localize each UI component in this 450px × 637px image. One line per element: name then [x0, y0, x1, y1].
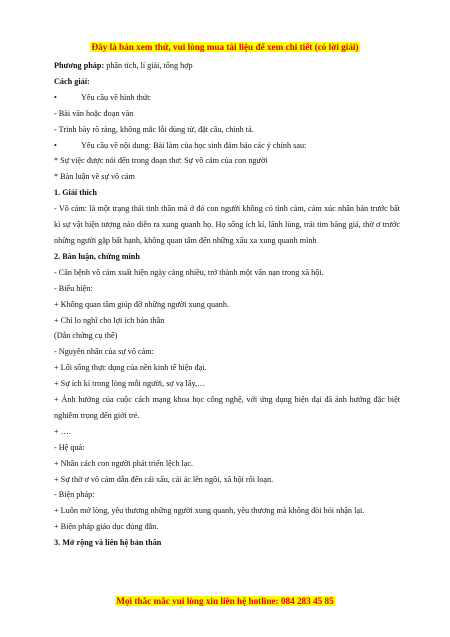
impact-paragraph: + Ảnh hưởng của cuộc cách mạng khoa học công nghệ, với ứng dụng hiện đại đã ảnh hưởng đặc biệt nghiêm trọng đến giới trẻ.: [54, 395, 400, 420]
section-1-paragraph: - Vô cảm: là một trạng thái tinh thần mà ở đó con người không có tình cảm, cảm xúc nhân bản trước bất kì sự vật hiện tượng nào diễn ra xung quanh họ. Họ sống ích kỉ, lãnh lùng, trái tim băng giá, thờ ơ trước những người gặp bất hạnh, không quan tâm đến những xấu xa xung quanh mình: [54, 204, 400, 245]
section-2-line: + Sự thờ ơ vô cảm dẫn đến cái xấu, cái ác lên ngôi, xã hội rối loạn.: [54, 474, 274, 484]
section-2-line: + Không quan tâm giúp đỡ những người xung quanh.: [54, 299, 229, 309]
education-line: + Biện pháp giáo dục đúng đắn.: [54, 522, 159, 532]
section-2-line: + Sự ích kỉ trong lòng mỗi người, sợ vạ lây,…: [54, 379, 206, 389]
section-2-line: (Dẫn chứng cụ thể): [54, 331, 118, 341]
love-paragraph: + Luôn mở lòng, yêu thương những người xung quanh, yêu thương mà không đòi hỏi nhận lại.: [54, 506, 365, 516]
section-2-line: - Hệ quả:: [54, 442, 85, 452]
section-3-title: 3. Mở rộng và liên hệ bản thân: [54, 538, 162, 548]
form-item: - Trình bày rõ ràng, không mắc lỗi dùng từ, đặt câu, chính tả.: [54, 124, 254, 134]
section-2-line: - Biện pháp:: [54, 490, 95, 500]
section-2-line: - Nguyên nhân của sự vô cảm:: [54, 347, 154, 357]
form-requirement: [54, 90, 400, 106]
section-2-line: + ….: [54, 426, 71, 436]
preview-notice-text: Đây là bản xem thử, vui lòng mua tài liệu để xem chi tiết (có lời giải): [91, 42, 359, 52]
section-2-line: + Nhân cách con người phát triển lệch lạc.: [54, 458, 194, 468]
content-requirement-text: Yêu cầu về nội dung: Bài làm của học sinh đảm bảo các ý chính sau:: [81, 140, 307, 150]
hotline-text: Mọi thắc mắc vui lòng xin liên hệ hotline: 084 283 45 85: [116, 596, 334, 606]
section-2-line: + Chỉ lo nghĩ cho lợi ích bản thân: [54, 315, 165, 325]
method-label: Phương pháp:: [54, 61, 105, 70]
bullet-glyph: •: [54, 92, 57, 102]
form-item: - Bài văn hoặc đoạn văn: [54, 108, 134, 118]
document-content: [54, 58, 400, 551]
section-2-line: + Lối sống thực dụng của nền kinh tế hiện đại.: [54, 363, 207, 373]
bullet-glyph: •: [54, 140, 57, 150]
content-requirement: [54, 138, 400, 154]
section-2-line: - Biểu hiện:: [54, 283, 93, 293]
preview-notice-banner: [0, 42, 450, 52]
form-requirement-text: Yêu cầu về hình thức: [81, 92, 151, 102]
content-item: * Sự việc được nói đến trong đoạn thơ: Sự vô cảm của con người: [54, 156, 268, 166]
section-1-title: 1. Giải thích: [54, 188, 97, 198]
solution-label: Cách giải:: [54, 76, 90, 86]
method-line: [54, 58, 400, 74]
hotline-banner: [0, 596, 450, 606]
method-text: phân tích, lí giải, tổng hợp: [104, 61, 193, 70]
section-2-title: 2. Bàn luận, chứng minh: [54, 251, 140, 261]
section-2-line: - Căn bệnh vô cảm xuất hiện ngày càng nhiều, trở thành một vấn nạn trong xã hội.: [54, 267, 324, 277]
content-item: * Bàn luận về sự vô cảm: [54, 172, 135, 182]
